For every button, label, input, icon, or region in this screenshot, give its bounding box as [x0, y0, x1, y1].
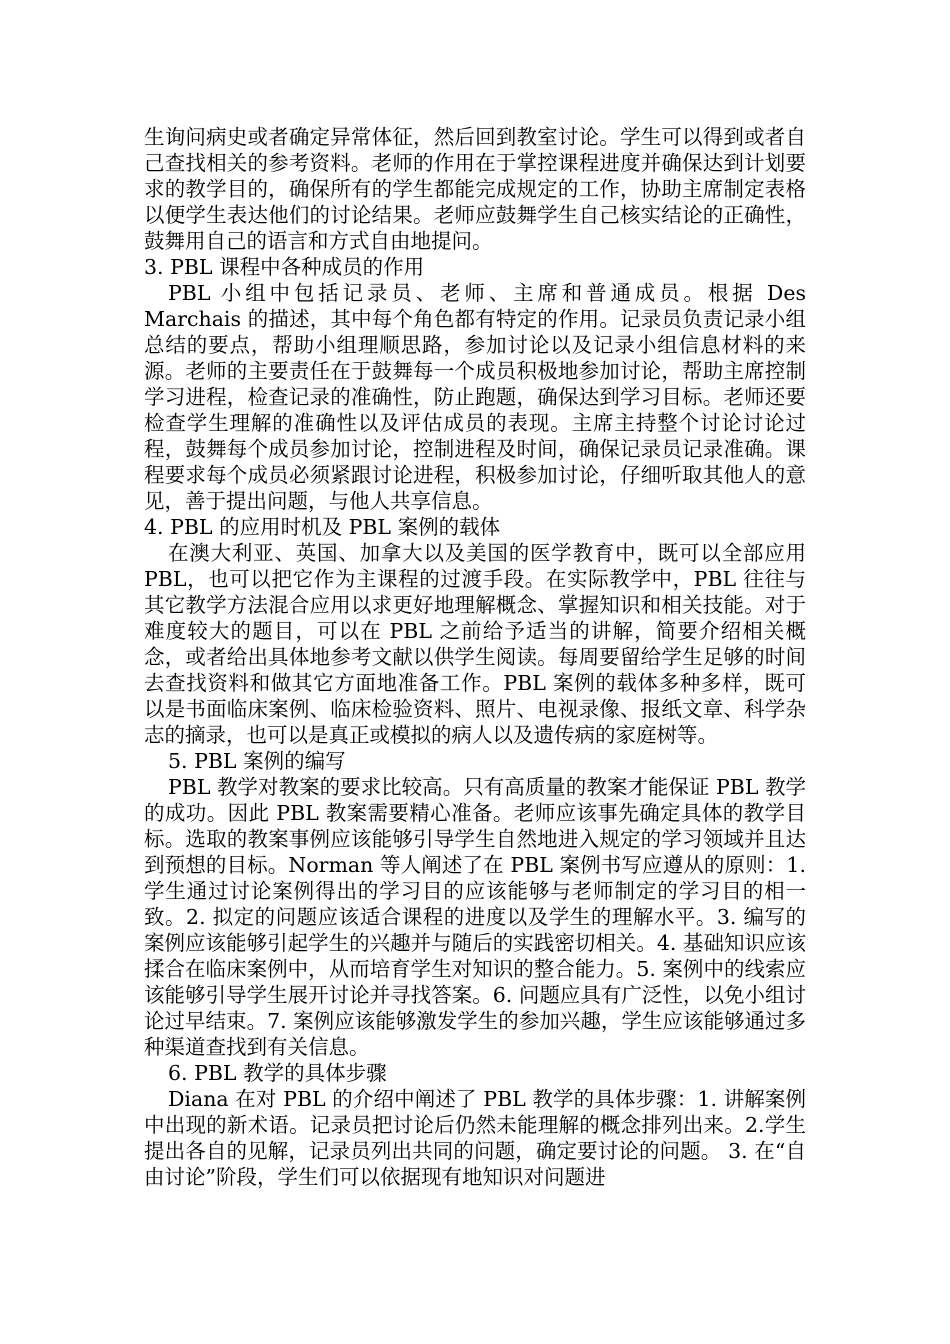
section-heading-4: 4. PBL 的应用时机及 PBL 案例的载体 — [144, 515, 501, 539]
document-page — [144, 124, 806, 1190]
paragraph-member-roles: PBL 小组中包括记录员、老师、主席和普通成员。根据 Des Marchais 的描述，其中每个角色都有特定的作用。记录员负责记录小组总结的要点，帮助小组理顺思路，参加讨论以及记录小组信息材料的来源。老师的主要责任在于鼓舞每一个成员积极地参加讨论，帮助主席控制学习进程，检查记录的准确性，防止跑题，确保达到学习目标。老师还要检查学生理解的准确性以及评估成员的表现。主席主持整个讨论讨论过程，鼓舞每个成员参加讨论，控制进程及时间，确保记录员记录准确。课程要求每个成员必须紧跟讨论进程，积极参加讨论，仔细听取其他人的意见，善于提出问题，与他人共享信息。 — [144, 281, 806, 513]
paragraph-application-timing: 在澳大利亚、英国、加拿大以及美国的医学教育中，既可以全部应用 PBL，也可以把它作为主课程的过渡手段。在实际教学中，PBL 往往与其它教学方法混合应用以求更好地理解概念、掌握知识和相关技能。对于难度较大的题目，可以在 PBL 之前给予适当的讲解，简要介绍相关概念，或者给出具体地参考文献以供学生阅读。每周要留给学生足够的时间去查找资料和做其它方面地准备工作。PBL 案例的载体多种多样，既可以是书面临床案例、临床检验资料、照片、电视录像、报纸文章、科学杂志的摘录，也可以是真正或模拟的病人以及遗传病的家庭树等。 — [144, 541, 806, 747]
paragraph-teaching-steps: Diana 在对 PBL 的介绍中阐述了 PBL 教学的具体步骤：1. 讲解案例中出现的新术语。记录员把讨论后仍然未能理解的概念排列出来。2.学生提出各自的见解，记录员列出共同的问题，确定要讨论的问题。 3. 在“自由讨论”阶段，学生们可以依据现有地知识对问题进 — [144, 1087, 806, 1189]
section-heading-3: 3. PBL 课程中各种成员的作用 — [144, 255, 425, 279]
paragraph-case-writing: PBL 教学对教案的要求比较高。只有高质量的教案才能保证 PBL 教学的成功。因此 PBL 教案需要精心准备。老师应该事先确定具体的教学目标。选取的教案事例应该能够引导学生自然地进入规定的学习领域并且达到预想的目标。Norman 等人阐述了在 PBL 案例书写应遵从的原则：1. 学生通过讨论案例得出的学习目的应该能够与老师制定的学习目的相一致。2. 拟定的问题应该适合课程的进度以及学生的理解水平。3. 编写的案例应该能够引起学生的兴趣并与随后的实践密切相关。4. 基础知识应该揉合在临床案例中，从而培育学生对知识的整合能力。5. 案例中的线索应该能够引导学生展开讨论并寻找答案。6. 问题应具有广泛性，以免小组讨论过早结束。7. 案例应该能够激发学生的参加兴趣，学生应该能够通过多种渠道查找到有关信息。 — [144, 775, 806, 1059]
section-heading-6: 6. PBL 教学的具体步骤 — [168, 1061, 387, 1085]
section-heading-5: 5. PBL 案例的编写 — [168, 749, 346, 773]
paragraph-teacher-role: 生询问病史或者确定异常体征，然后回到教室讨论。学生可以得到或者自己查找相关的参考资料。老师的作用在于掌控课程进度并确保达到计划要求的教学目的，确保所有的学生都能完成规定的工作，协助主席制定表格以便学生表达他们的讨论结果。老师应鼓舞学生自己核实结论的正确性，鼓舞用自己的语言和方式自由地提问。 — [144, 125, 806, 253]
